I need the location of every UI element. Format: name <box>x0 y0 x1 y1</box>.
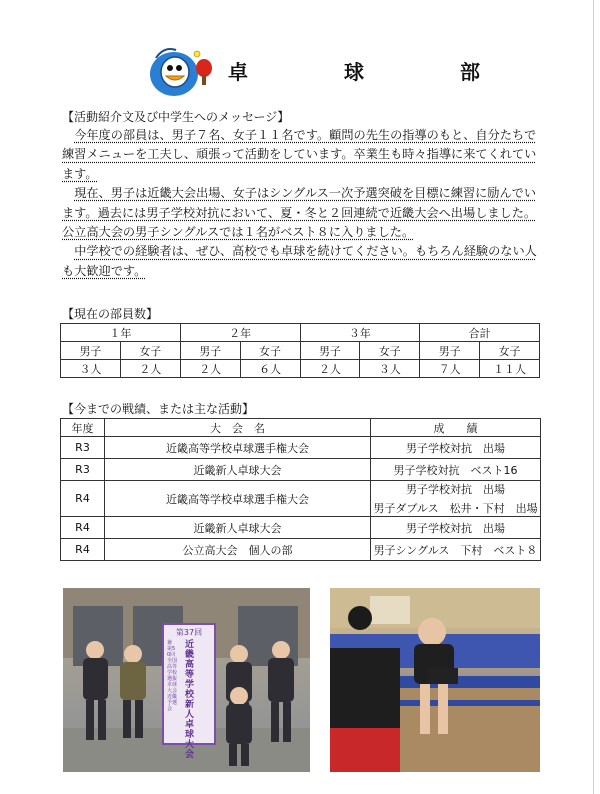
sub-header: 女子 <box>240 342 300 360</box>
member-count: ２人 <box>180 360 240 378</box>
row-event: 公立高大会 個人の部 <box>105 539 371 561</box>
col-result: 成 績 <box>371 419 541 437</box>
row-year: R3 <box>61 437 105 459</box>
member-count: ７人 <box>420 360 480 378</box>
members-sub-row <box>61 342 540 360</box>
group-year1: １年 <box>61 324 181 342</box>
members-group-row <box>61 324 540 342</box>
row-result-line: 男子学校対抗 出場 <box>406 483 505 496</box>
sub-header: 男子 <box>420 342 480 360</box>
members-table <box>60 323 540 378</box>
row-result <box>371 481 541 517</box>
intro-heading: 【活動紹介文及び中学生へのメッセージ】 <box>62 110 290 124</box>
table-row <box>61 481 541 517</box>
row-result: 男子学校対抗 出場 <box>371 437 541 459</box>
page-title: 卓 球 部 <box>228 60 518 84</box>
members-count-row <box>61 360 540 378</box>
table-row <box>61 539 541 561</box>
row-event: 近畿新人卓球大会 <box>105 517 371 539</box>
row-year: R4 <box>61 539 105 561</box>
mascot-logo <box>146 42 216 102</box>
member-count: ２人 <box>300 360 360 378</box>
row-event: 近畿新人卓球大会 <box>105 459 371 481</box>
row-event: 近畿高等学校卓球選手権大会 <box>105 481 371 517</box>
row-result: 男子学校対抗 ベスト16 <box>371 459 541 481</box>
intro-text <box>62 126 542 281</box>
row-year: R4 <box>61 481 105 517</box>
page-edge <box>593 0 594 794</box>
row-year: R3 <box>61 459 105 481</box>
member-count: ３人 <box>61 360 121 378</box>
results-heading: 【今までの戦績、または主な活動】 <box>62 402 255 416</box>
team-group-photo <box>63 588 310 772</box>
group-total: 合計 <box>420 324 540 342</box>
row-result: 男子シングルス 下村 ベスト８ <box>371 539 541 561</box>
member-count: ６人 <box>240 360 300 378</box>
sub-header: 男子 <box>61 342 121 360</box>
sub-header: 女子 <box>120 342 180 360</box>
banner-top: 第37回 <box>175 628 203 637</box>
sub-header: 女子 <box>360 342 420 360</box>
group-year2: ２年 <box>180 324 300 342</box>
banner-side: 兼 第50回全国高等学校選抜卓球大会近畿予選会 <box>167 640 178 712</box>
sub-header: 男子 <box>180 342 240 360</box>
table-row <box>61 437 541 459</box>
results-header-row <box>61 419 541 437</box>
match-play-photo <box>330 588 540 772</box>
results-table <box>60 418 541 561</box>
member-count: ３人 <box>360 360 420 378</box>
members-heading: 【現在の部員数】 <box>62 307 159 321</box>
table-row <box>61 517 541 539</box>
member-count: ２人 <box>120 360 180 378</box>
col-event: 大 会 名 <box>105 419 371 437</box>
intro-paragraph-1: 今年度の部員は、男子７名、女子１１名です。顧問の先生の指導のもと、自分たちで練習メニューを工夫し、頑張って活動をしています。卒業生も時々指導に来てくれています。 <box>62 128 537 181</box>
row-year: R4 <box>61 517 105 539</box>
col-year: 年度 <box>61 419 105 437</box>
banner-main: 近畿高等学校新人卓球大会 <box>185 640 195 760</box>
sub-header: 女子 <box>480 342 540 360</box>
intro-paragraph-3: 中学校での経験者は、ぜひ、高校でも卓球を続けてください。もちろん経験のない人も大歓迎です。 <box>62 244 537 278</box>
row-event: 近畿高等学校卓球選手権大会 <box>105 437 371 459</box>
row-result-line: 男子ダブルス 松井・下村 出場 <box>373 502 538 515</box>
group-year3: ３年 <box>300 324 420 342</box>
row-result: 男子学校対抗 出場 <box>371 517 541 539</box>
intro-paragraph-2: 現在、男子は近畿大会出場、女子はシングルス一次予選突破を目標に練習に励んでいます。過去には男子学校対抗において、夏・冬と２回連続で近畿大会へ出場しました。公立高大会の男子シングルスでは１名がベスト８に入りました。 <box>62 186 537 240</box>
sub-header: 男子 <box>300 342 360 360</box>
table-row <box>61 459 541 481</box>
member-count: １１人 <box>480 360 540 378</box>
match-photo-illustration <box>330 588 540 772</box>
